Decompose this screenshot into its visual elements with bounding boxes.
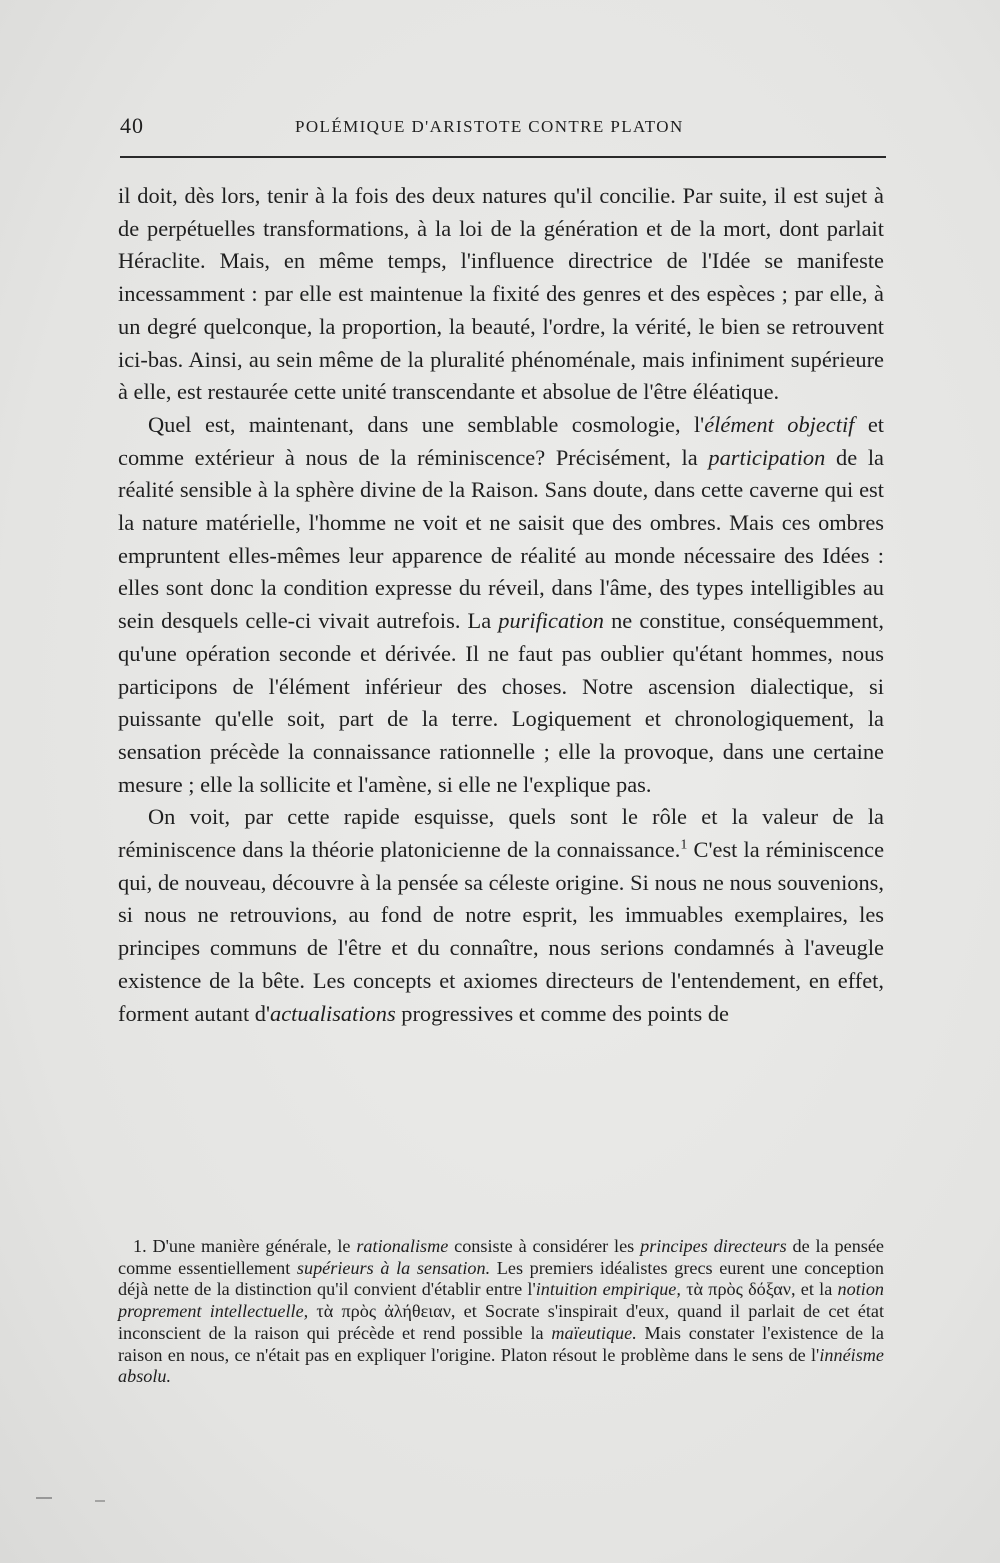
- italic-run: actualisations: [270, 1000, 396, 1026]
- text-run: consiste à considérer les: [448, 1236, 641, 1256]
- text-run: progressives et comme des points de: [395, 1000, 729, 1026]
- text-run: de la réalité sensible à la sphère divine de la Raison. Sans doute, dans cette caverne qui est la nature matérielle, l'homme ne voit et ne saisit que des ombres. Mais ces ombres empruntent elles-mêmes leur apparence de réalité au monde nécessaire des Idées : elles sont donc la condition expresse du réveil, dans l'âme, des types intelligibles au sein desquels celle-ci vivait autrefois. La: [118, 444, 884, 634]
- running-title: POLÉMIQUE D'ARISTOTE CONTRE PLATON: [295, 117, 684, 136]
- italic-run: principes directeurs: [640, 1236, 787, 1256]
- italic-run: rationalisme: [356, 1236, 449, 1256]
- italic-run: notion proprement intellectuelle,: [118, 1279, 885, 1322]
- footnotes: [118, 1236, 884, 1388]
- text-run: τὰ πρὸς ἀλήθειαν, et Socrate s'inspirait d'eux, quand il parlait de cet état inconscient de la raison qui précède et rend possible la: [118, 1301, 885, 1343]
- footnote-1: [118, 1236, 884, 1388]
- running-head: [120, 113, 885, 143]
- text-run: Les premiers idéalistes grecs eurent une conception déjà nette de la distinction qu'il convient d'établir entre l': [118, 1257, 885, 1300]
- text-run: Mais constater l'existence de la raison en nous, ce n'était pas en expliquer l'origine. Platon résout le problème dans le sens de l': [118, 1322, 884, 1365]
- italic-run: innéisme absolu.: [118, 1344, 884, 1387]
- italic-run: élément objectif: [704, 411, 855, 437]
- text-run: il doit, dès lors, tenir à la fois des deux natures qu'il concilie. Par suite, il est sujet à de perpétuelles transformations, à la loi de la génération et de la mort, dont parlait Héraclite. Mais, en même temps, l'influence directrice de l'Idée se manifeste incessamment : par elle est maintenue la fixité des genres et des espèces ; par elle, à un degré quelconque, la proportion, la beauté, l'ordre, la vérité, le bien se retrouvent ici-bas. Ainsi, au sein même de la pluralité phénoménale, mais infiniment supérieure à elle, est restaurée cette unité transcendante et absolue de l'être éléatique.: [118, 183, 884, 405]
- paragraph-3: [118, 801, 884, 1030]
- paragraph-2: [118, 409, 884, 801]
- text-run: et comme extérieur à nous de la réminiscence? Précisément, la: [118, 411, 884, 470]
- ink-mark: [95, 1500, 105, 1502]
- italic-run: participation: [708, 444, 826, 470]
- text-run: Quel est, maintenant, dans une semblable cosmologie, l': [148, 411, 705, 437]
- body-text: [118, 180, 884, 1030]
- page-number: 40: [120, 113, 144, 138]
- paragraph-1: [118, 180, 884, 409]
- text-run: ne constitue, conséquemment, qu'une opération seconde et dérivée. Il ne faut pas oublier qu'étant hommes, nous participons de l'élément inférieur des choses. Notre ascension dialectique, si puissante qu'elle soit, part de la terre. Logiquement et chronologiquement, la sensation précède la connaissance rationnelle ; elle la provoque, dans une certaine mesure ; elle la sollicite et l'amène, si elle ne l'explique pas.: [118, 608, 884, 797]
- italic-run: maïeutique.: [551, 1322, 637, 1343]
- italic-run: purification: [498, 608, 604, 634]
- text-run: 1. D'une manière générale, le: [133, 1236, 357, 1256]
- italic-run: intuition empirique,: [535, 1279, 681, 1300]
- text-run: On voit, par cette rapide esquisse, quels sont le rôle et la valeur de la réminiscence dans la théorie platonicienne de la connaissance.: [118, 804, 884, 863]
- footnote-marker: 1: [680, 837, 688, 853]
- header-rule: [120, 156, 886, 158]
- text-run: C'est la réminiscence qui, de nouveau, découvre à la pensée sa céleste origine. Si nous ne nous souvenions, si nous ne retrouvions, au fond de notre esprit, les immuables exemplaires, les principes communs de l'être et du connaître, nous serions condamnés à l'aveugle existence de la bête. Les concepts et axiomes directeurs de l'entendement, en effet, forment autant d': [118, 837, 885, 1026]
- text-run: τὰ πρὸς δόξαν, et la: [680, 1279, 838, 1300]
- text-run: de la pensée comme essentiellement: [118, 1236, 885, 1278]
- ink-mark: [36, 1497, 52, 1499]
- italic-run: supérieurs à la sensation.: [296, 1257, 491, 1278]
